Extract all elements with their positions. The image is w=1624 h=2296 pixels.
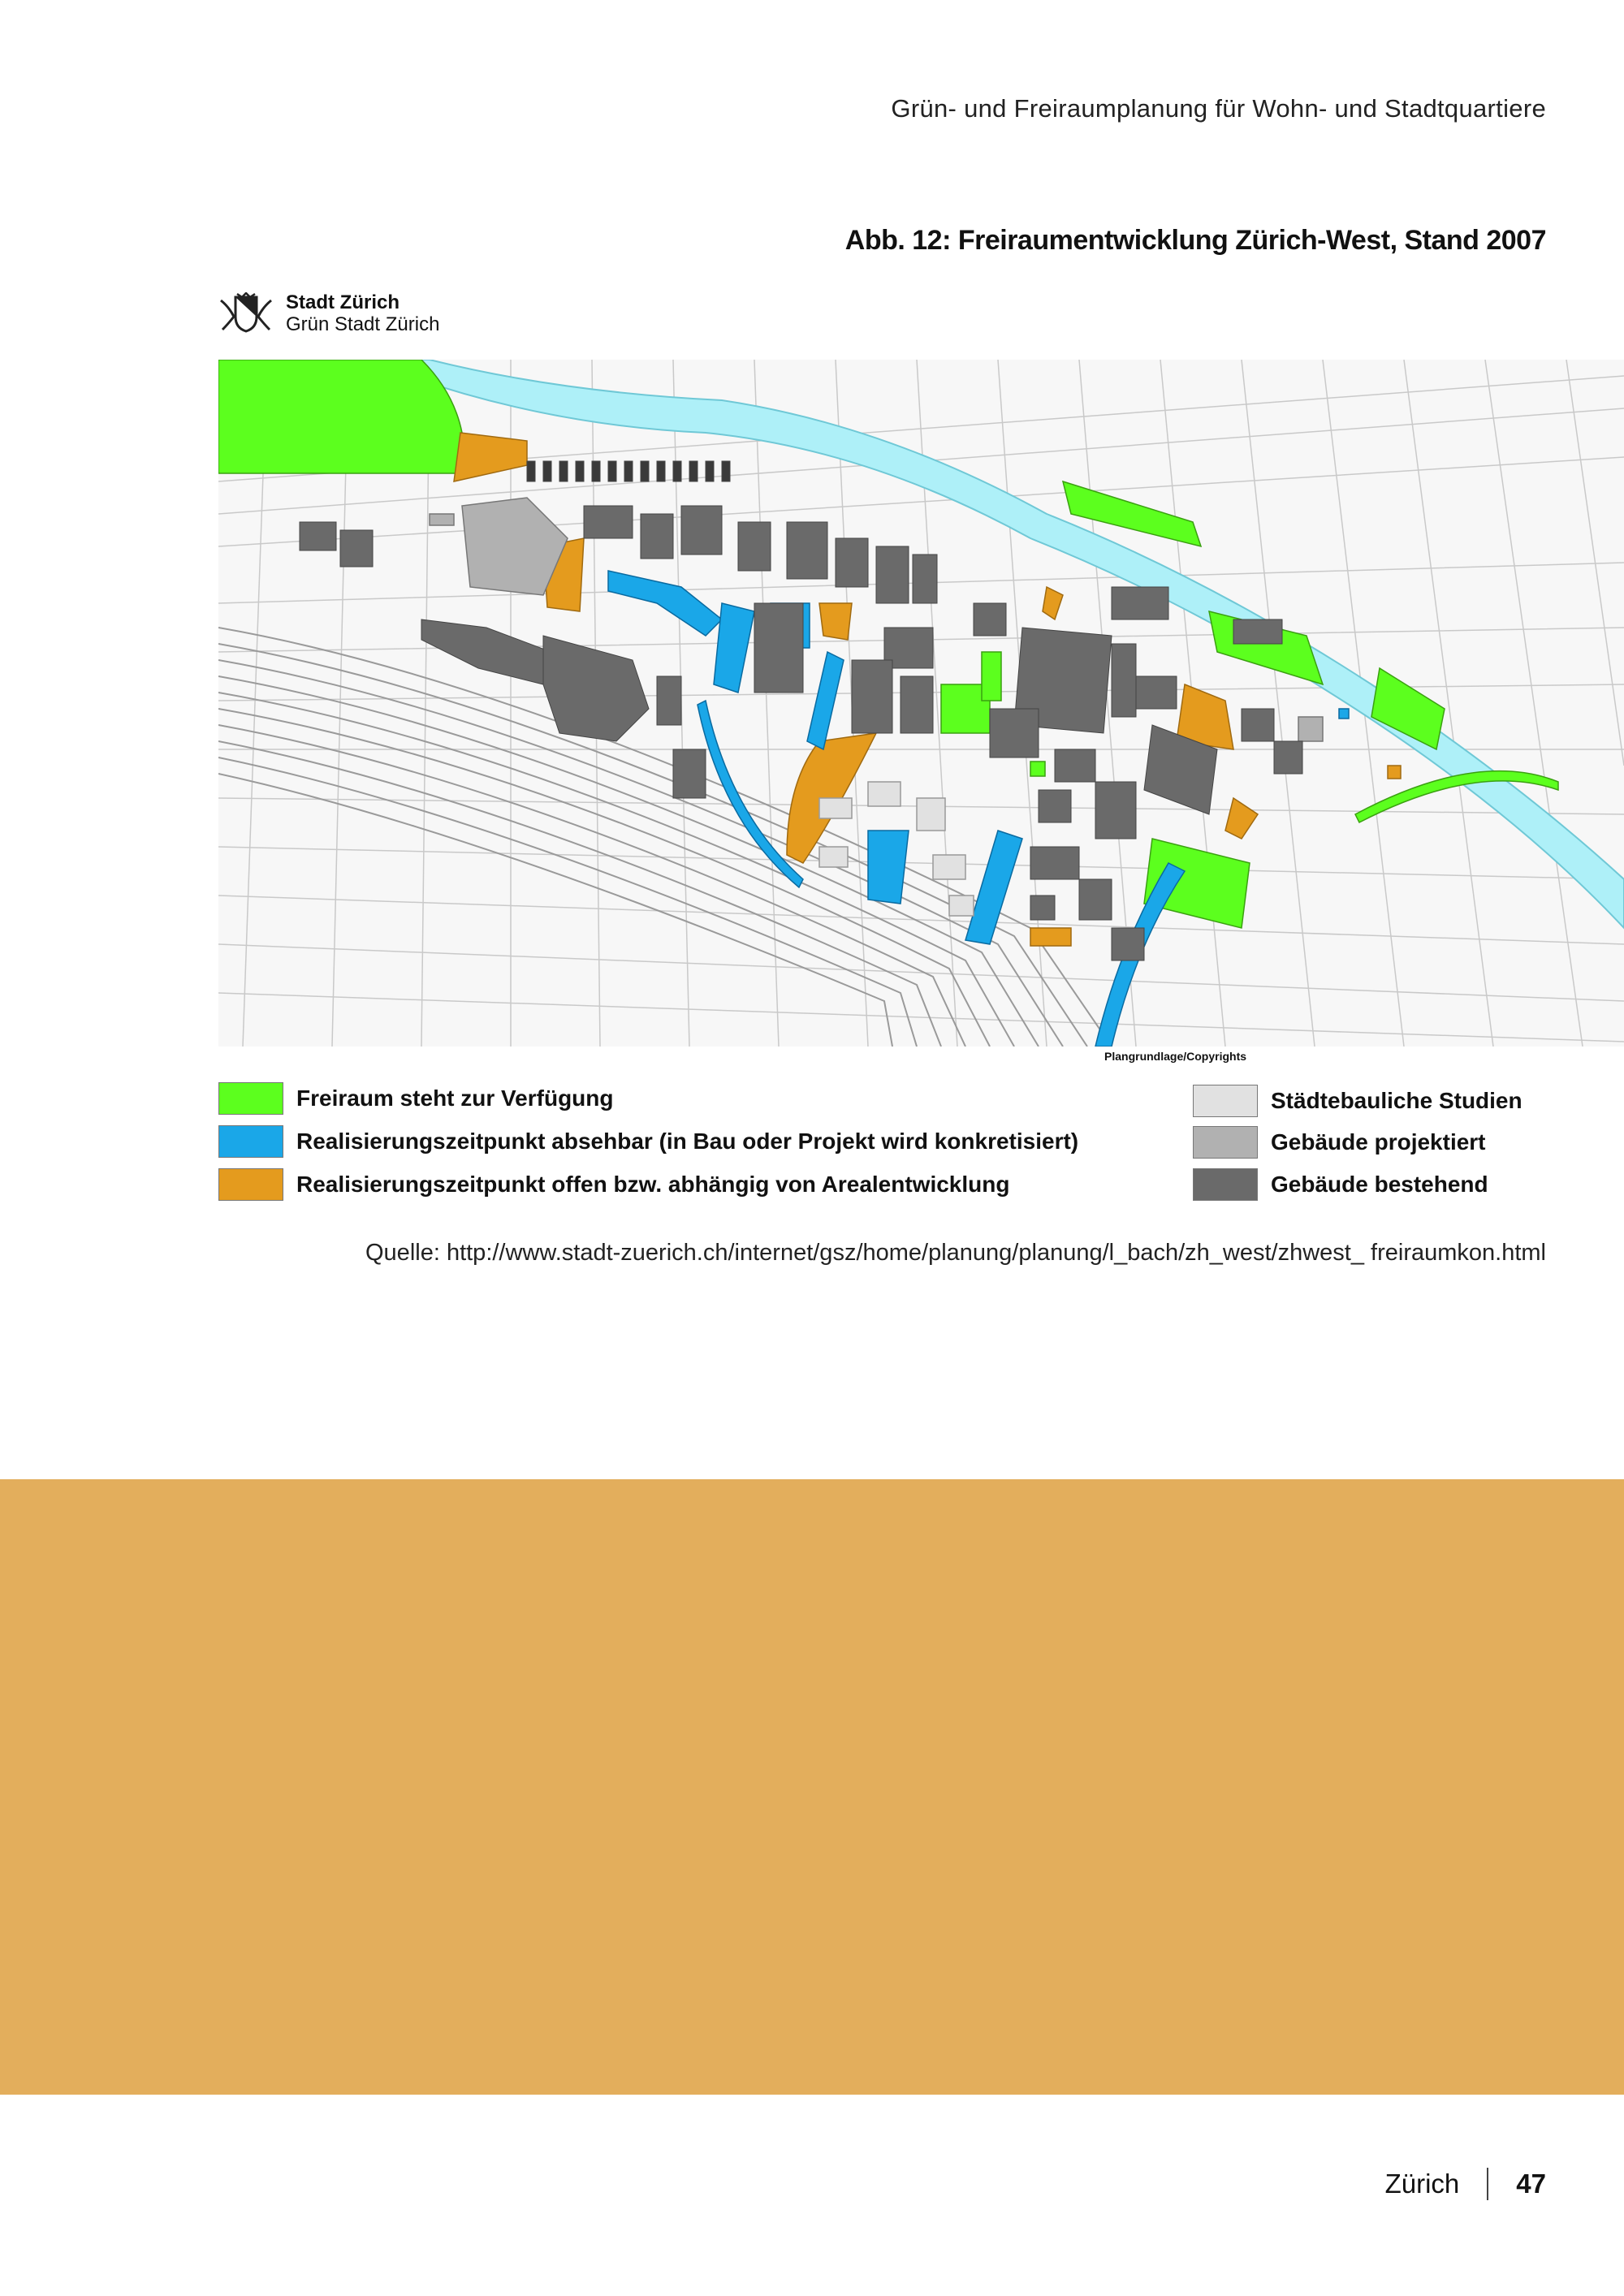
page-footer bbox=[1385, 2168, 1546, 2200]
legend-swatch-blue bbox=[218, 1125, 283, 1158]
map-zurich-west bbox=[218, 360, 1624, 1047]
legend-item-medium-grey bbox=[1193, 1126, 1486, 1159]
legend-swatch-orange bbox=[218, 1168, 283, 1201]
legend-item-dark-grey bbox=[1193, 1168, 1488, 1201]
footer-divider bbox=[1487, 2168, 1488, 2200]
coat-of-arms-icon bbox=[218, 292, 274, 334]
legend-item-blue bbox=[218, 1125, 1078, 1158]
legend-label: Gebäude projektiert bbox=[1271, 1129, 1486, 1154]
legend-swatch-dark-grey bbox=[1193, 1168, 1258, 1201]
legend-label: Städtebauliche Studien bbox=[1271, 1088, 1522, 1113]
map-copyright: Plangrundlage/Copyrights bbox=[1104, 1050, 1247, 1063]
figure-title: Abb. 12: Freiraumentwicklung Zürich-West, Stand 2007 bbox=[844, 225, 1546, 256]
stadt-zuerich-logo bbox=[218, 292, 439, 334]
legend-label: Freiraum steht zur Verfügung bbox=[296, 1085, 614, 1111]
page-number: 47 bbox=[1516, 2169, 1546, 2199]
legend-swatch-light-grey bbox=[1193, 1085, 1258, 1117]
legend-item-orange bbox=[218, 1168, 1009, 1201]
decorative-band bbox=[0, 1479, 1624, 2095]
logo-line-1: Stadt Zürich bbox=[286, 291, 400, 313]
legend-label: Gebäude bestehend bbox=[1271, 1172, 1488, 1197]
logo-line-2: Grün Stadt Zürich bbox=[286, 313, 440, 335]
source-citation: Quelle: http://www.stadt-zuerich.ch/internet/gsz/home/planung/planung/l_bach/zh_west/zhwest_ freiraumkon.html bbox=[365, 1240, 1546, 1266]
legend-swatch-medium-grey bbox=[1193, 1126, 1258, 1159]
legend-swatch-green bbox=[218, 1082, 283, 1115]
footer-city: Zürich bbox=[1384, 2169, 1460, 2199]
legend-item-light-grey bbox=[1193, 1085, 1522, 1117]
running-header: Grün- und Freiraumplanung für Wohn- und Stadtquartiere bbox=[891, 94, 1546, 123]
legend-label: Realisierungszeitpunkt absehbar (in Bau oder Projekt wird konkretisiert) bbox=[296, 1129, 1079, 1154]
legend-item-green bbox=[218, 1082, 614, 1115]
legend-label: Realisierungszeitpunkt offen bzw. abhängig von Arealentwicklung bbox=[296, 1172, 1010, 1197]
